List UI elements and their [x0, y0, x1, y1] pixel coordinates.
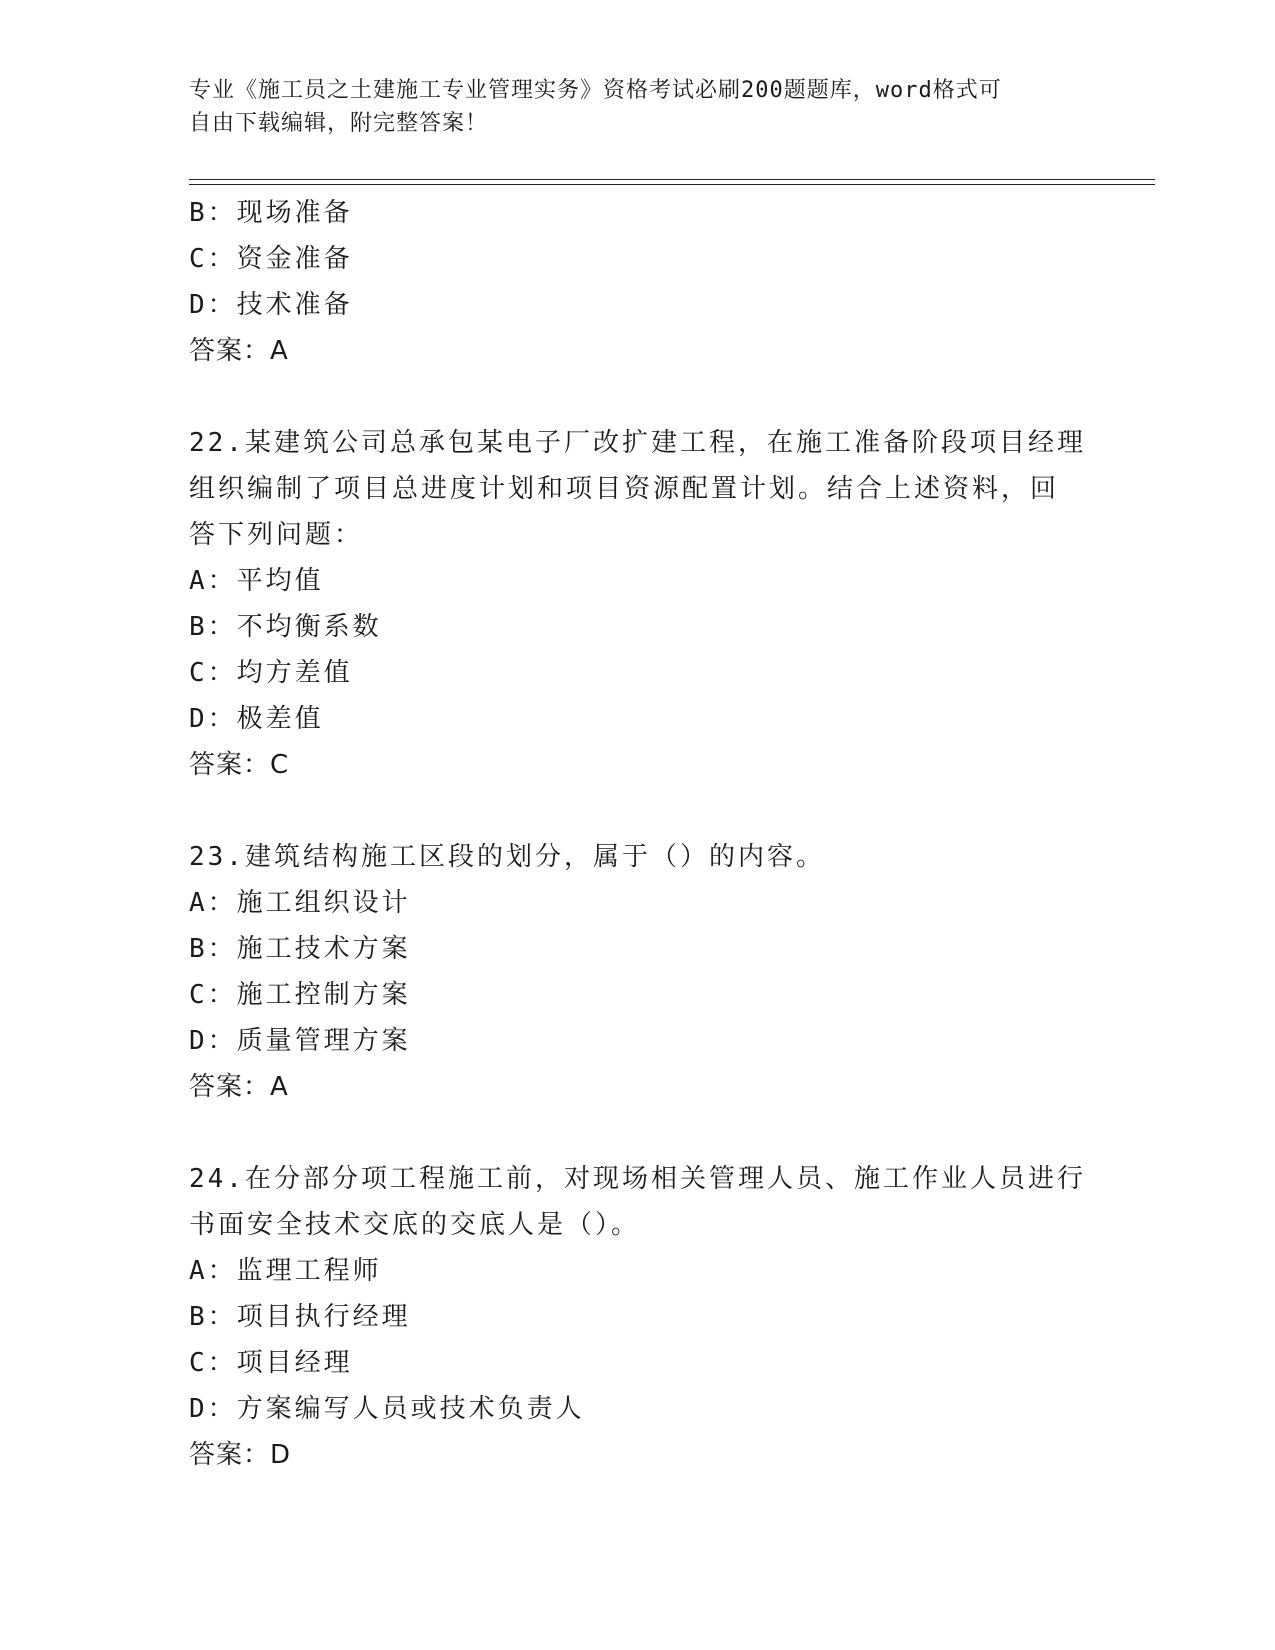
header-divider-bottom	[189, 184, 1155, 185]
question-22	[189, 420, 1089, 788]
answer-line: 答案：D	[189, 1440, 292, 1470]
option-c: C：均方差值	[189, 658, 353, 688]
question-text-line: 组织编制了项目总进度计划和项目资源配置计划。结合上述资料，回	[189, 474, 1060, 504]
question-text-line: 24.在分部分项工程施工前，对现场相关管理人员、施工作业人员进行	[189, 1164, 1086, 1194]
option-b: B：施工技术方案	[189, 934, 411, 964]
question-text-line: 答下列问题：	[189, 520, 364, 550]
answer-line: 答案：C	[189, 750, 290, 780]
question-text-line: 23.建筑结构施工区段的划分，属于（）的内容。	[189, 842, 825, 872]
option-d: D：方案编写人员或技术负责人	[189, 1394, 585, 1424]
spacer	[189, 1110, 1089, 1156]
option-b: B：项目执行经理	[189, 1302, 411, 1332]
option-c: C：资金准备	[189, 244, 353, 274]
option-a: A：监理工程师	[189, 1256, 382, 1286]
question-23	[189, 834, 1089, 1110]
answer-line: 答案：A	[189, 1072, 289, 1102]
question-content	[189, 190, 1089, 1478]
option-b: B：现场准备	[189, 198, 353, 228]
header-line-1: 专业《施工员之土建施工专业管理实务》资格考试必刷200题题库，word格式可	[189, 78, 1002, 103]
question-24	[189, 1156, 1089, 1478]
spacer	[189, 374, 1089, 420]
document-header	[189, 74, 1069, 140]
option-c: C：项目经理	[189, 1348, 353, 1378]
header-divider-top	[189, 179, 1155, 180]
option-d: D：极差值	[189, 704, 324, 734]
header-line-2: 自由下载编辑，附完整答案！	[189, 111, 489, 136]
option-c: C：施工控制方案	[189, 980, 411, 1010]
answer-line: 答案：A	[189, 336, 289, 366]
spacer	[189, 788, 1089, 834]
option-d: D：技术准备	[189, 290, 353, 320]
option-d: D：质量管理方案	[189, 1026, 411, 1056]
option-a: A：施工组织设计	[189, 888, 411, 918]
option-a: A：平均值	[189, 566, 324, 596]
prev-question-block	[189, 190, 1089, 374]
question-text-line: 书面安全技术交底的交底人是（）。	[189, 1210, 641, 1240]
option-b: B：不均衡系数	[189, 612, 382, 642]
question-text-line: 22.某建筑公司总承包某电子厂改扩建工程，在施工准备阶段项目经理	[189, 428, 1086, 458]
